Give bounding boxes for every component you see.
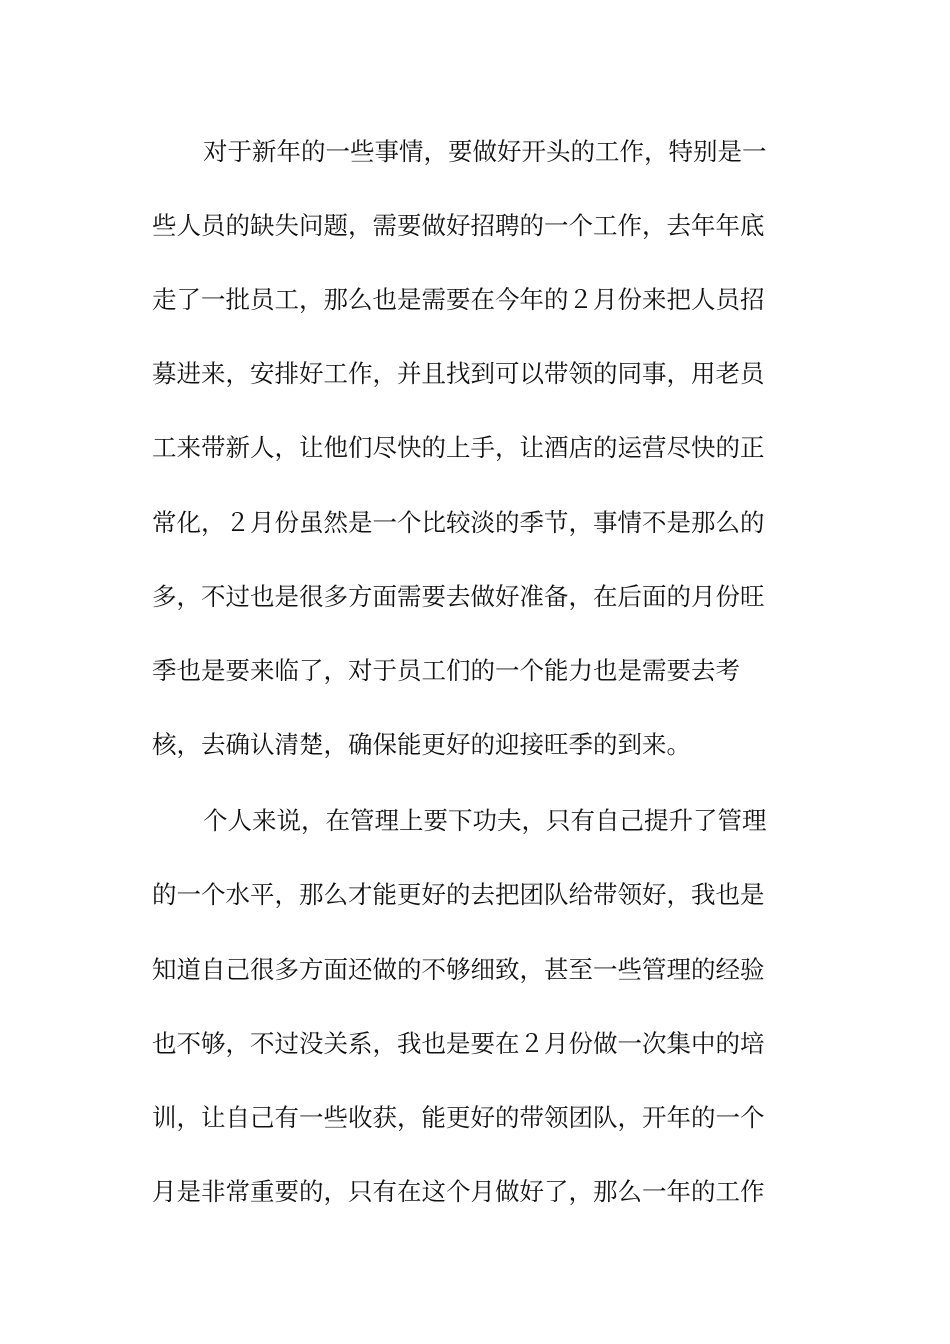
paragraph-1-line-1: 对于新年的一些事情，要做好开头的工作，特别是一 xyxy=(203,137,767,166)
paragraph-1-line-9: 核，去确认清楚，确保能更好的迎接旺季的到来。 xyxy=(152,730,691,759)
paragraph-1-line-6: 常化，２月份虽然是一个比较淡的季节，事情不是那么的 xyxy=(152,508,765,537)
paragraph-1-line-2: 些人员的缺失问题，需要做好招聘的一个工作，去年年底 xyxy=(152,211,765,240)
paragraph-1-line-3: 走了一批员工，那么也是需要在今年的２月份来把人员招 xyxy=(152,285,765,314)
paragraph-2-line-3: 知道自己很多方面还做的不够细致，甚至一些管理的经验 xyxy=(152,955,765,984)
paragraph-2-line-5: 训，让自己有一些收获，能更好的带领团队，开年的一个 xyxy=(152,1103,765,1132)
paragraph-2-line-6: 月是非常重要的，只有在这个月做好了，那么一年的工作 xyxy=(152,1177,765,1206)
paragraph-1-line-7: 多，不过也是很多方面需要去做好准备，在后面的月份旺 xyxy=(152,582,765,611)
paragraph-2-line-4: 也不够，不过没关系，我也是要在２月份做一次集中的培 xyxy=(152,1029,765,1058)
paragraph-1-line-8: 季也是要来临了，对于员工们的一个能力也是需要去考 xyxy=(152,656,740,685)
paragraph-2-line-1: 个人来说，在管理上要下功夫，只有自己提升了管理 xyxy=(203,806,767,835)
paragraph-1-line-4: 募进来，安排好工作，并且找到可以带领的同事，用老员 xyxy=(152,359,765,388)
paragraph-2-line-2: 的一个水平，那么才能更好的去把团队给带领好，我也是 xyxy=(152,880,765,909)
paragraph-1-line-5: 工来带新人，让他们尽快的上手，让酒店的运营尽快的正 xyxy=(152,433,765,462)
